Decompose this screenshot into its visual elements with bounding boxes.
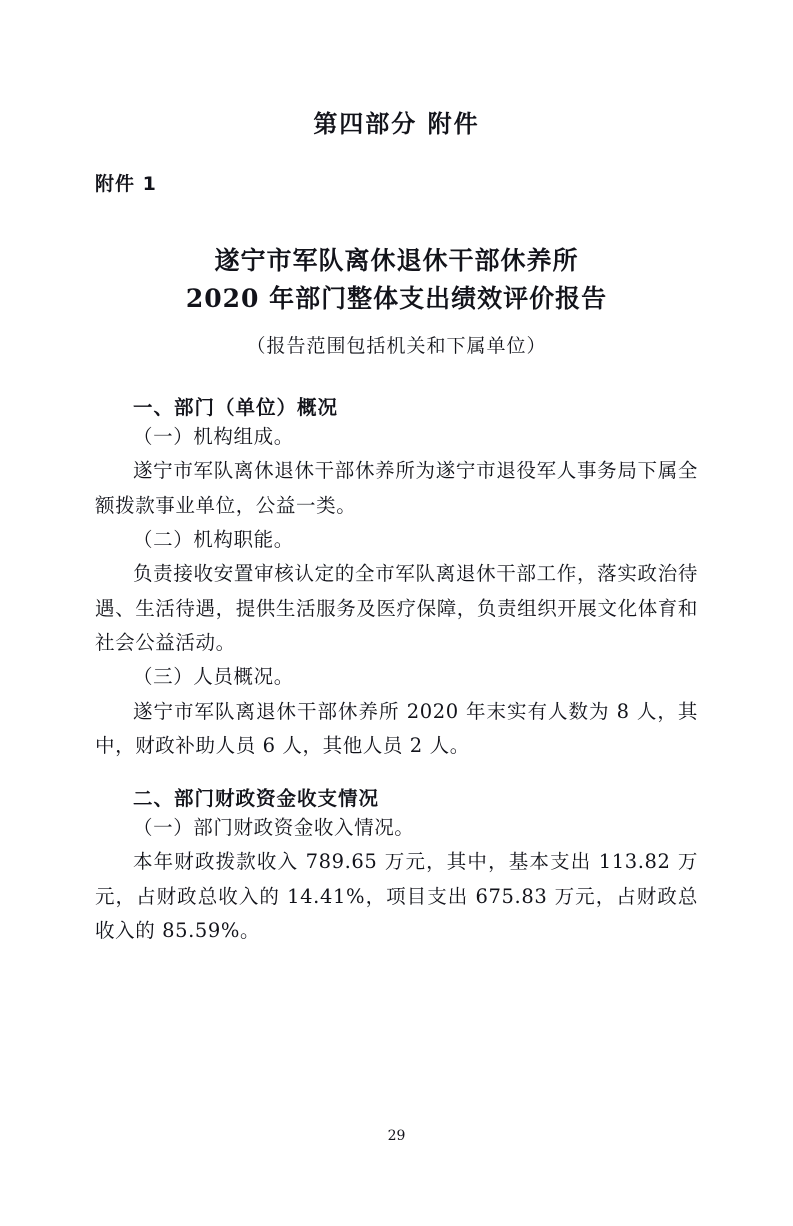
- section-fiscal-revenue-expenditure: [95, 783, 698, 948]
- paragraph: 遂宁市军队离休退休干部休养所为遂宁市退役军人事务局下属全额拨款事业单位，公益一类。: [95, 459, 698, 517]
- paragraph: （一）部门财政资金收入情况。: [133, 816, 415, 840]
- paragraph: （一）机构组成。: [133, 425, 294, 448]
- page-number: 29: [387, 1128, 406, 1144]
- paragraph: （二）机构职能。: [133, 527, 294, 551]
- attachment-label: 附件 1: [95, 173, 157, 195]
- document-subtitle: （报告范围包括机关和下属单位）: [246, 335, 547, 357]
- document-page: [0, 104, 793, 1226]
- part-title: 第四部分 附件: [313, 110, 480, 138]
- paragraph: 负责接收安置审核认定的全市军队离退休干部工作，落实政治待遇、生活待遇，提供生活服务及医疗保障，负责组织开展文化体育和社会公益活动。: [95, 562, 699, 654]
- paragraph: 遂宁市军队离退休干部休养所 2020 年末实有人数为 8 人，其中，财政补助人员 6 人，其他人员 2 人。: [95, 699, 698, 757]
- document-title-line-2: 2020 年部门整体支出绩效评价报告: [185, 283, 608, 313]
- paragraph: （三）人员概况。: [133, 665, 294, 689]
- document-title: [95, 242, 698, 317]
- section-department-overview: [95, 392, 698, 763]
- paragraph: 本年财政拨款收入 789.65 万元，其中，基本支出 113.82 万元，占财政总收入的 14.41%，项目支出 675.83 万元，占财政总收入的 85.59%。: [95, 850, 698, 943]
- document-title-line-1: 遂宁市军队离休退休干部休养所: [214, 246, 579, 275]
- section-heading-department-overview: 一、部门（单位）概况: [133, 396, 339, 419]
- section-heading-fiscal-revenue-expenditure: 二、部门财政资金收支情况: [133, 787, 380, 811]
